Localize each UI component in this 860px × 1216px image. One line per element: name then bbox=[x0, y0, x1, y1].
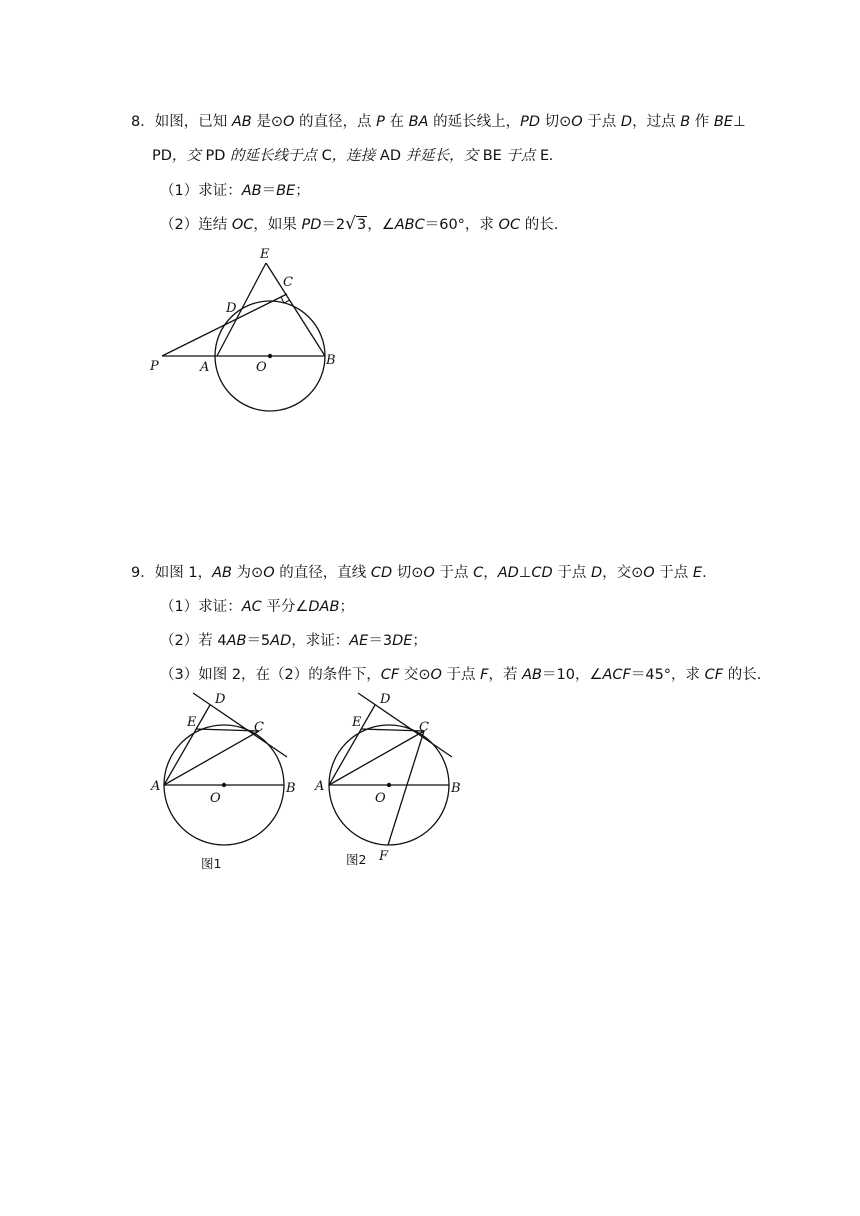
text-run: 于点 bbox=[654, 565, 693, 581]
text-run: 的长. bbox=[520, 217, 559, 233]
tangent-dc bbox=[358, 693, 452, 757]
figure-1-caption: 图1 bbox=[201, 856, 222, 871]
text-run: 的长. bbox=[723, 667, 762, 683]
text-run: ，交⊙ bbox=[602, 565, 644, 581]
figure-2-caption: 图2 bbox=[346, 852, 367, 867]
math-variable: DE bbox=[392, 633, 413, 649]
text-run: 是⊙ bbox=[251, 114, 283, 130]
math-variable: ，交 bbox=[171, 148, 206, 164]
text-run: 的直径，直线 bbox=[274, 565, 371, 581]
math-variable: . bbox=[549, 148, 554, 164]
label-p: P bbox=[150, 359, 159, 374]
text-run: ＝2 bbox=[321, 217, 346, 233]
text-run: 的直径，点 bbox=[294, 114, 377, 130]
math-variable: AB bbox=[212, 565, 232, 581]
math-variable: AD bbox=[270, 633, 292, 649]
label-e: E bbox=[187, 715, 197, 730]
text-run: BE bbox=[482, 148, 502, 164]
label-d: D bbox=[380, 692, 391, 707]
text-run: ＝60°，求 bbox=[424, 217, 499, 233]
label-o: O bbox=[210, 791, 221, 806]
math-variable: CF bbox=[380, 667, 400, 683]
text-run: 于点 bbox=[441, 667, 481, 683]
radicand: 3 bbox=[357, 217, 367, 233]
label-c: C bbox=[419, 720, 429, 735]
text-run: 在 bbox=[384, 114, 409, 130]
line-be bbox=[266, 263, 325, 356]
math-variable: CF bbox=[704, 667, 724, 683]
label-a: A bbox=[315, 779, 325, 794]
text-run: ，∠ bbox=[367, 217, 395, 233]
text-run: 交⊙ bbox=[399, 667, 431, 683]
math-variable: 于点 bbox=[501, 148, 541, 164]
math-variable: O bbox=[282, 114, 295, 130]
problem-9-part-1 bbox=[160, 597, 354, 617]
math-variable: 并延长，交 bbox=[401, 148, 483, 164]
text-run: ⊥ bbox=[518, 565, 532, 581]
problem-9-part-2 bbox=[160, 631, 427, 651]
math-variable: CD bbox=[531, 565, 553, 581]
text-run: ，若 bbox=[488, 667, 523, 683]
math-variable: DAB bbox=[308, 599, 340, 615]
text-run: AD bbox=[379, 148, 401, 164]
text-run: 平分∠ bbox=[261, 599, 309, 615]
math-variable: PD bbox=[301, 217, 322, 233]
text-run: . bbox=[702, 565, 707, 581]
center-dot bbox=[222, 783, 226, 787]
math-variable: O bbox=[643, 565, 655, 581]
math-variable: O bbox=[423, 565, 435, 581]
math-variable: BE bbox=[276, 183, 296, 199]
math-variable: B bbox=[680, 114, 691, 130]
label-d: D bbox=[215, 692, 226, 707]
label-c: C bbox=[283, 275, 293, 290]
text-run: ＝ bbox=[261, 183, 277, 199]
text-run: ，求证： bbox=[291, 633, 350, 649]
text-run: 作 bbox=[690, 114, 714, 130]
text-run: 于点 bbox=[552, 565, 591, 581]
text-run: PD bbox=[152, 148, 172, 164]
problem-9-part-3 bbox=[160, 665, 761, 685]
label-o: O bbox=[256, 360, 267, 375]
problem-9-figure-1 bbox=[145, 688, 305, 878]
text-run: （2）若 4 bbox=[160, 633, 227, 649]
text-run: 如图，已知 bbox=[154, 114, 232, 130]
math-variable: CD bbox=[370, 565, 393, 581]
math-variable: D bbox=[620, 114, 633, 130]
math-variable: PD bbox=[520, 114, 540, 130]
math-variable: AB bbox=[522, 667, 542, 683]
label-b: B bbox=[286, 781, 296, 796]
math-variable: AB bbox=[241, 183, 262, 199]
text-run: ，过点 bbox=[632, 114, 681, 130]
problem-8-part-1 bbox=[160, 181, 310, 201]
math-variable: C bbox=[473, 565, 484, 581]
text-run: E bbox=[540, 148, 550, 164]
segment-ac bbox=[164, 731, 259, 785]
text-run: ＝3 bbox=[368, 633, 393, 649]
text-run: ＝10，∠ bbox=[542, 667, 603, 683]
text-run: （1）求证： bbox=[160, 183, 242, 199]
text-run: ； bbox=[339, 599, 354, 615]
text-run: 于点 bbox=[434, 565, 474, 581]
text-run: C bbox=[321, 148, 332, 164]
problem-8-part-2 bbox=[160, 214, 558, 235]
math-variable: OC bbox=[231, 217, 254, 233]
problem-number: 9． bbox=[131, 565, 155, 581]
problem-8-stem-line-1 bbox=[131, 112, 746, 132]
text-run: 的延长线上， bbox=[428, 114, 521, 130]
label-b: B bbox=[326, 353, 336, 368]
label-e: E bbox=[352, 715, 362, 730]
math-variable: P bbox=[376, 114, 385, 130]
label-e: E bbox=[260, 247, 270, 262]
text-run: ＝45°，求 bbox=[630, 667, 705, 683]
math-variable: O bbox=[263, 565, 275, 581]
problem-9-stem bbox=[131, 563, 707, 583]
text-run: （1）求证： bbox=[160, 599, 242, 615]
text-run: 如图 1， bbox=[154, 565, 213, 581]
math-variable: AD bbox=[497, 565, 519, 581]
text-run: 于点 bbox=[582, 114, 621, 130]
math-variable: O bbox=[571, 114, 583, 130]
problem-9-figure-2 bbox=[310, 688, 470, 878]
text-run: （3）如图 2，在（2）的条件下， bbox=[160, 667, 381, 683]
math-variable: F bbox=[480, 667, 489, 683]
math-variable: AB bbox=[231, 114, 252, 130]
math-variable: AB bbox=[226, 633, 247, 649]
line-ae bbox=[217, 263, 266, 356]
text-run: ＝5 bbox=[246, 633, 271, 649]
problem-number: 8． bbox=[131, 114, 155, 130]
text-run: PD bbox=[205, 148, 226, 164]
text-run: ， bbox=[483, 565, 498, 581]
math-variable: BE bbox=[713, 114, 733, 130]
label-a: A bbox=[151, 779, 161, 794]
label-c: C bbox=[254, 720, 264, 735]
math-variable: ACF bbox=[602, 667, 631, 683]
math-variable: ，连接 bbox=[331, 148, 380, 164]
math-variable: OC bbox=[498, 217, 521, 233]
problem-8-figure bbox=[140, 240, 370, 420]
math-variable: D bbox=[590, 565, 603, 581]
text-run: 切⊙ bbox=[540, 114, 572, 130]
text-run: ； bbox=[295, 183, 310, 199]
math-variable: AC bbox=[241, 599, 262, 615]
label-o: O bbox=[375, 791, 386, 806]
line-pc bbox=[162, 294, 287, 356]
tangent-dc bbox=[193, 693, 287, 757]
math-variable: O bbox=[430, 667, 442, 683]
center-dot bbox=[268, 354, 272, 358]
text-run: 为⊙ bbox=[231, 565, 264, 581]
center-dot bbox=[387, 783, 391, 787]
text-run: 切⊙ bbox=[392, 565, 424, 581]
text-run: ； bbox=[412, 633, 427, 649]
label-d: D bbox=[226, 301, 237, 316]
text-run: （2）连结 bbox=[160, 217, 232, 233]
math-variable: ABC bbox=[394, 217, 425, 233]
math-variable: AE bbox=[349, 633, 369, 649]
label-a: A bbox=[200, 360, 210, 375]
problem-8-stem-line-2 bbox=[152, 146, 554, 166]
math-variable: E bbox=[692, 565, 703, 581]
text-run: ，如果 bbox=[253, 217, 302, 233]
label-b: B bbox=[451, 781, 461, 796]
sqrt-expression: √3 bbox=[345, 214, 367, 234]
text-run: ⊥ bbox=[732, 114, 746, 130]
math-variable: 的延长线于点 bbox=[225, 148, 322, 164]
math-variable: BA bbox=[408, 114, 429, 130]
label-f: F bbox=[379, 849, 389, 864]
